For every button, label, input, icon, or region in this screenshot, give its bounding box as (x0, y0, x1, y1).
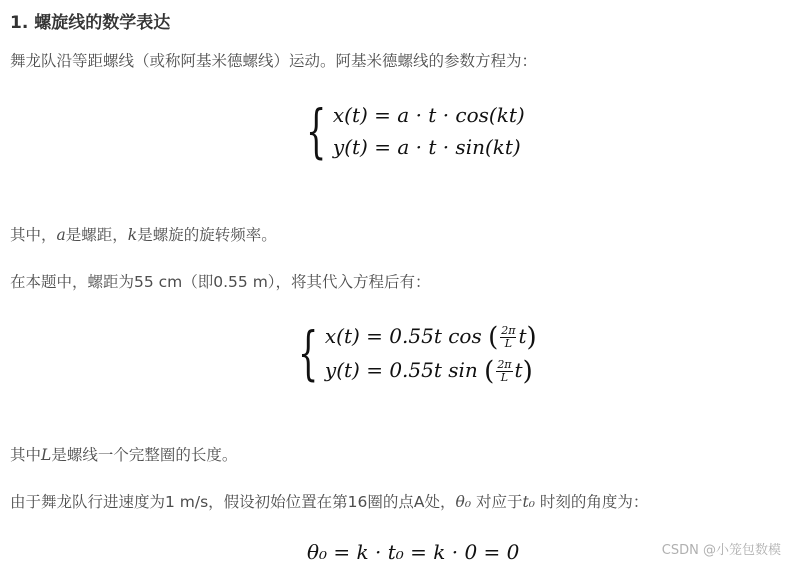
expr-y-pre: y(t) = 0.55t sin (324, 357, 478, 382)
equation-y-line: y(t) = 0.55t sin ( $\frac{2\pi}{L}$ t) (324, 356, 533, 386)
paragraph-substitution: 在本题中，螺距为55 cm（即0.55 m），将其代入方程后有： (10, 273, 431, 291)
paragraph-initial-angle: 由于舞龙队行进速度为1 m/s，假设初始位置在第16圈的点A处，θ₀ 对应于t₀ 时刻的角度为： (10, 493, 649, 511)
equation-x-line: x(t) = 0.55t cos ( $\frac{2\pi}{L}$ t) (324, 322, 537, 353)
paragraph-intro: 舞龙队沿等距螺线（或称阿基米德螺线）运动。阿基米德螺线的参数方程为： (10, 52, 538, 70)
fraction: $\frac{2\pi}{L}$ (501, 324, 516, 350)
equation-y-line: y(t) = a · t · sin(kt) (332, 135, 521, 159)
left-brace: { (298, 319, 319, 388)
symbol-theta0: θ₀ (455, 493, 472, 511)
text-pre: 其中， (10, 226, 57, 244)
paragraph-variables (10, 223, 277, 245)
equation-theta0: θ₀ = k · t₀ = k · 0 = 0 (307, 540, 520, 564)
equation-x-line: x(t) = a · t · cos(kt) (332, 103, 525, 127)
text-post: 是螺旋的旋转频率。 (137, 226, 277, 244)
equation-substituted (298, 320, 537, 387)
paragraph-length: 其中L是螺线一个完整圈的长度。 (10, 446, 238, 464)
symbol-k: k (127, 226, 138, 244)
symbol-t0: t₀ (522, 493, 535, 511)
equation-parametric (306, 96, 525, 165)
section-heading: 1. 螺旋线的数学表达 (10, 13, 171, 33)
watermark-text: CSDN @小笼包数模 (661, 543, 781, 558)
left-brace: { (306, 96, 327, 165)
expr-x-pre: x(t) = 0.55t cos (324, 324, 482, 348)
text-mid: 是螺距， (65, 226, 128, 244)
symbol-L: L (41, 446, 52, 464)
fraction: $\frac{2\pi}{L}$ (497, 357, 512, 384)
symbol-a: a (56, 226, 66, 244)
